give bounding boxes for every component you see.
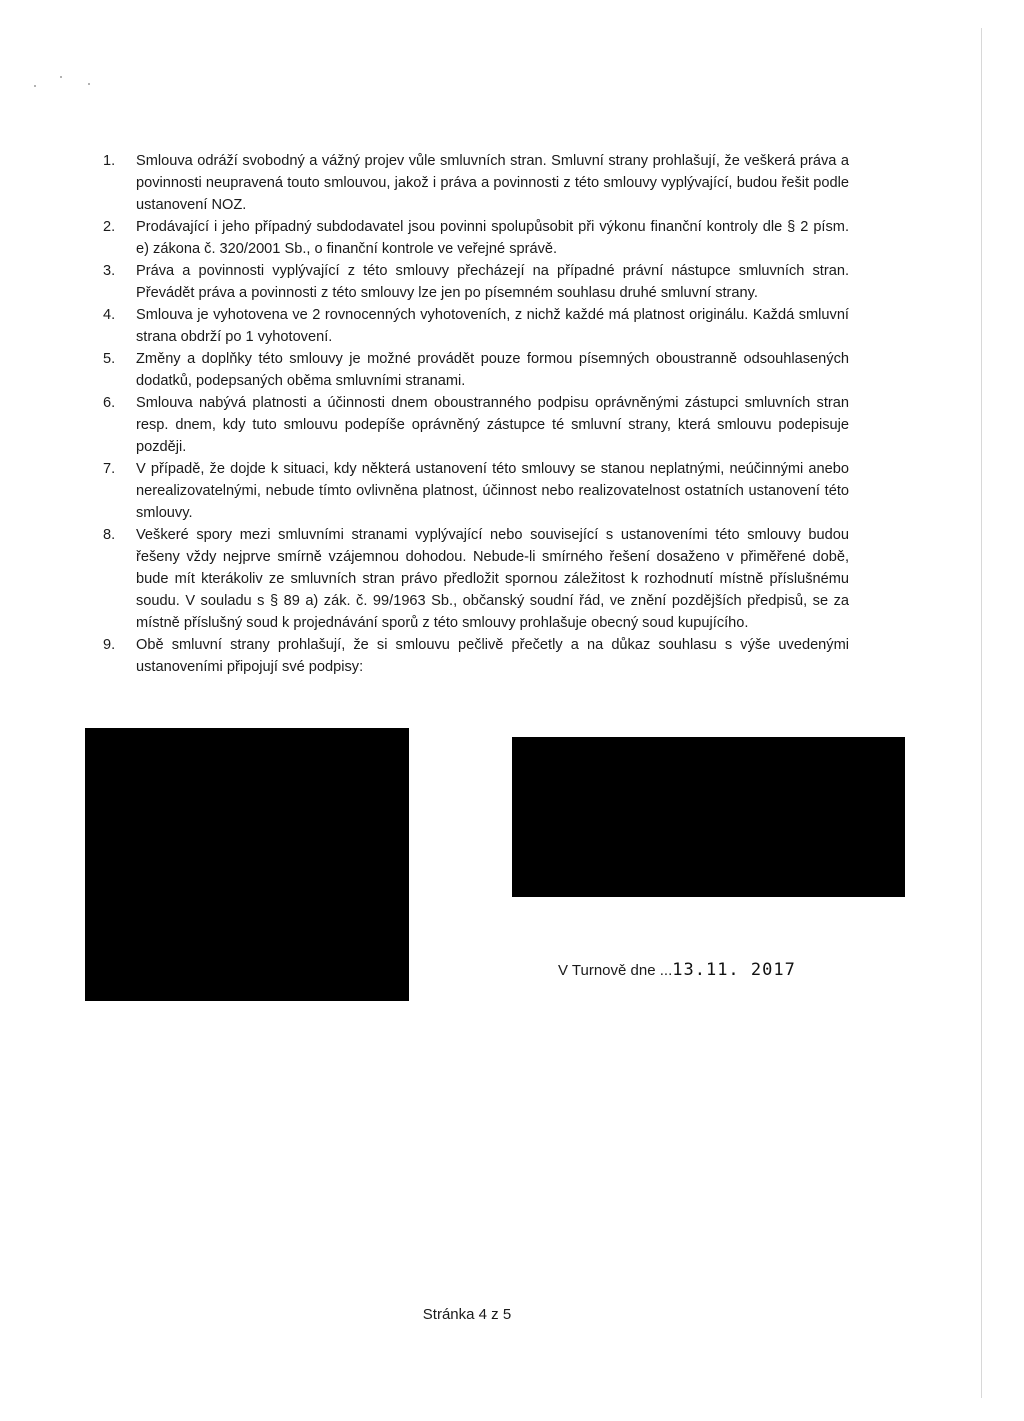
redacted-signature-block-right bbox=[512, 737, 905, 897]
scan-speck bbox=[34, 85, 36, 87]
clause-4 bbox=[103, 304, 849, 348]
clause-6 bbox=[103, 392, 849, 458]
clause-text: Prodávající i jeho případný subdodavatel jsou povinni spolupůsobit při výkonu finanční kontroly dle § 2 písm. e) zákona č. 320/2001 Sb., o finanční kontrole ve veřejné správě. bbox=[136, 219, 849, 257]
clause-text: Změny a doplňky této smlouvy je možné provádět pouze formou písemných oboustranně odsouhlasených dodatků, podepsaných oběma smluvními stranami. bbox=[136, 351, 849, 389]
clause-9 bbox=[103, 634, 849, 678]
signature-place-date bbox=[558, 960, 796, 980]
clause-number: 3. bbox=[103, 263, 116, 279]
clause-number: 5. bbox=[103, 351, 116, 367]
clause-text: Smlouva je vyhotovena ve 2 rovnocenných vyhotoveních, z nichž každé má platnost originálu. Každá smluvní strana obdrží po 1 vyhotovení. bbox=[136, 307, 849, 345]
clause-text: Práva a povinnosti vyplývající z této smlouvy přecházejí na případné právní nástupce smluvních stran. Převádět práva a povinnosti z této smlouvy lze jen po písemném souhlasu druhé smluvní strany. bbox=[136, 263, 849, 301]
clause-number: 8. bbox=[103, 527, 116, 543]
contract-clauses-list bbox=[103, 150, 849, 678]
clause-3 bbox=[103, 260, 849, 304]
clause-text: Veškeré spory mezi smluvními stranami vyplývající nebo související s ustanoveními této smlouvy budou řešeny vždy nejprve smírně vzájemnou dohodou. Nebude-li smírného řešení dosaženo v přiměřené době, bude mít kterákoliv ze smluvních stran právo předložit spornou záležitost k rozhodnutí místně příslušnému soudu. V souladu s § 89 a) zák. č. 99/1963 Sb., občanský soudní řád, ve znění pozdějších předpisů, se za místně příslušný soud k projednávání sporů z této smlouvy prohlašuje obecný soud kupujícího. bbox=[136, 527, 849, 631]
scan-speck bbox=[60, 76, 62, 78]
redacted-signature-block-left bbox=[85, 728, 409, 1001]
clause-text: Smlouva odráží svobodný a vážný projev vůle smluvních stran. Smluvní strany prohlašují, že veškerá práva a povinnosti neupravená touto smlouvou, jakož i práva a povinnosti z této smlouvy vyplývající, budou řešit podle ustanovení NOZ. bbox=[136, 153, 849, 213]
clause-number: 4. bbox=[103, 307, 116, 323]
clause-8 bbox=[103, 524, 849, 634]
scan-speck bbox=[88, 83, 90, 85]
clause-number: 1. bbox=[103, 153, 116, 169]
clause-text: V případě, že dojde k situaci, kdy některá ustanovení této smlouvy se stanou neplatnými, neúčinnými anebo nerealizovatelnými, nebude tímto ovlivněna platnost, účinnost nebo realizovatelnost ostatních ustanovení této smlouvy. bbox=[136, 461, 849, 521]
clause-number: 9. bbox=[103, 637, 116, 653]
signature-place-prefix: V Turnově dne ... bbox=[558, 962, 673, 979]
clause-7 bbox=[103, 458, 849, 524]
page-number-label: Stránka 4 z 5 bbox=[422, 1306, 512, 1323]
clause-text: Smlouva nabývá platnosti a účinnosti dnem oboustranného podpisu oprávněnými zástupci smluvních stran resp. dnem, kdy tuto smlouvu podepíše oprávněný zástupce té smluvní strany, která smlouvu podepisuje později. bbox=[136, 395, 849, 455]
clause-number: 2. bbox=[103, 219, 116, 235]
clause-text: Obě smluvní strany prohlašují, že si smlouvu pečlivě přečetly a na důkaz souhlasu s výše uvedenými ustanoveními připojují své podpisy: bbox=[136, 637, 849, 675]
page-edge-line bbox=[981, 28, 982, 1398]
clause-2 bbox=[103, 216, 849, 260]
clause-5 bbox=[103, 348, 849, 392]
clause-number: 6. bbox=[103, 395, 116, 411]
clause-number: 7. bbox=[103, 461, 116, 477]
clause-1 bbox=[103, 150, 849, 216]
handwritten-date: 13.11. 2017 bbox=[672, 960, 796, 980]
page-footer bbox=[0, 1306, 1024, 1323]
